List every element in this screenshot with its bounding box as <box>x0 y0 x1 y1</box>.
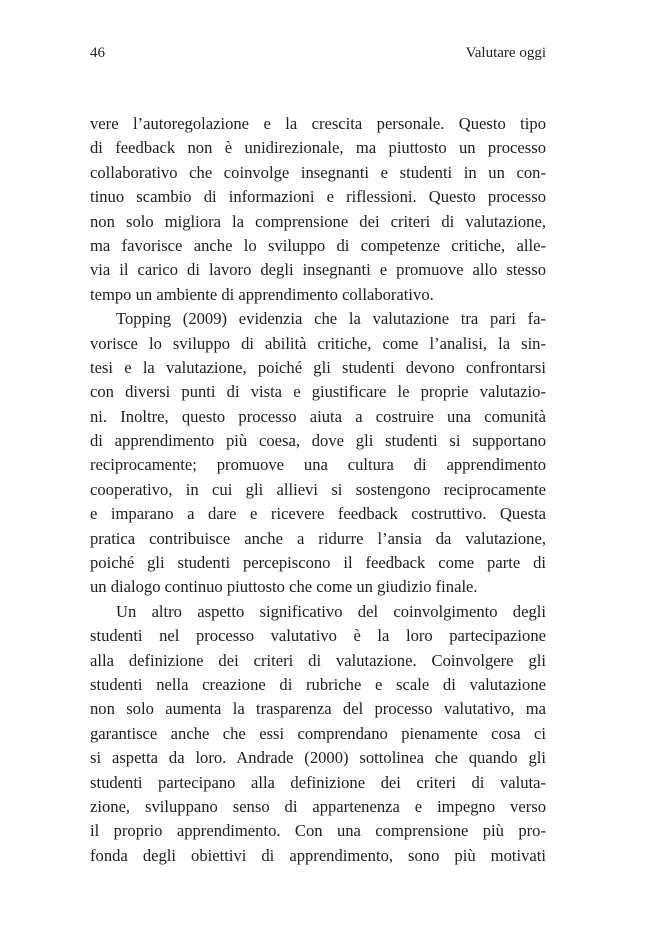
text-line: collaborativo che coinvolge insegnanti e studenti in un con- <box>90 162 546 182</box>
text-line: fonda degli obiettivi di apprendimento, sono più motivati <box>90 845 546 865</box>
text-line: si aspetta da loro. Andrade (2000) sottolinea che quando gli <box>90 748 546 768</box>
text-line: studenti partecipano alla definizione dei criteri di valuta- <box>90 772 546 792</box>
text-line: Topping (2009) evidenzia che la valutazione tra pari fa- <box>116 309 546 329</box>
text-line: pratica contribuisce anche a ridurre l’ansia da valutazione, <box>90 528 546 548</box>
text-line: vorisce lo sviluppo di abilità critiche, come l’analisi, la sin- <box>90 333 546 353</box>
text-line: e imparano a dare e ricevere feedback costruttivo. Questa <box>90 504 546 524</box>
text-line: alla definizione dei criteri di valutazione. Coinvolgere gli <box>90 650 546 670</box>
text-line: studenti nella creazione di rubriche e scale di valutazione <box>90 674 546 694</box>
text-line: con diversi punti di vista e giustificare le proprie valutazio- <box>90 382 546 402</box>
text-line: poiché gli studenti percepiscono il feedback come parte di <box>90 553 546 573</box>
text-line: di feedback non è unidirezionale, ma piuttosto un processo <box>90 138 546 158</box>
page-number: 46 <box>90 45 105 61</box>
text-line: tempo un ambiente di apprendimento collaborativo. <box>90 284 434 304</box>
text-line: garantisce anche che essi comprendano pienamente cosa ci <box>90 723 546 743</box>
text-line: un dialogo continuo piuttosto che come un giudizio finale. <box>90 577 478 597</box>
text-line: di apprendimento più coesa, dove gli studenti si supportano <box>90 431 546 451</box>
body-text <box>90 112 546 868</box>
text-line: ma favorisce anche lo sviluppo di competenze critiche, alle- <box>90 235 546 255</box>
text-line: Un altro aspetto significativo del coinvolgimento degli <box>116 601 546 621</box>
text-line: tesi e la valutazione, poiché gli studenti devono confrontarsi <box>90 357 546 377</box>
text-line: non solo aumenta la trasparenza del processo valutativo, ma <box>90 699 546 719</box>
running-title: Valutare oggi <box>465 45 546 61</box>
text-line: via il carico di lavoro degli insegnanti e promuove allo stesso <box>90 260 546 280</box>
running-head <box>90 42 546 64</box>
text-line: tinuo scambio di informazioni e riflessioni. Questo processo <box>90 187 546 207</box>
text-line: non solo migliora la comprensione dei criteri di valutazione, <box>90 211 546 231</box>
text-line: vere l’autoregolazione e la crescita personale. Questo tipo <box>90 114 546 133</box>
text-line: cooperativo, in cui gli allievi si sostengono reciprocamente <box>90 479 546 499</box>
text-line: zione, sviluppano senso di appartenenza e impegno verso <box>90 796 546 816</box>
text-line: ni. Inoltre, questo processo aiuta a costruire una comunità <box>90 406 546 426</box>
text-line: studenti nel processo valutativo è la loro partecipazione <box>90 626 546 646</box>
text-line: reciprocamente; promuove una cultura di apprendimento <box>90 455 546 475</box>
text-line: il proprio apprendimento. Con una comprensione più pro- <box>90 821 546 841</box>
